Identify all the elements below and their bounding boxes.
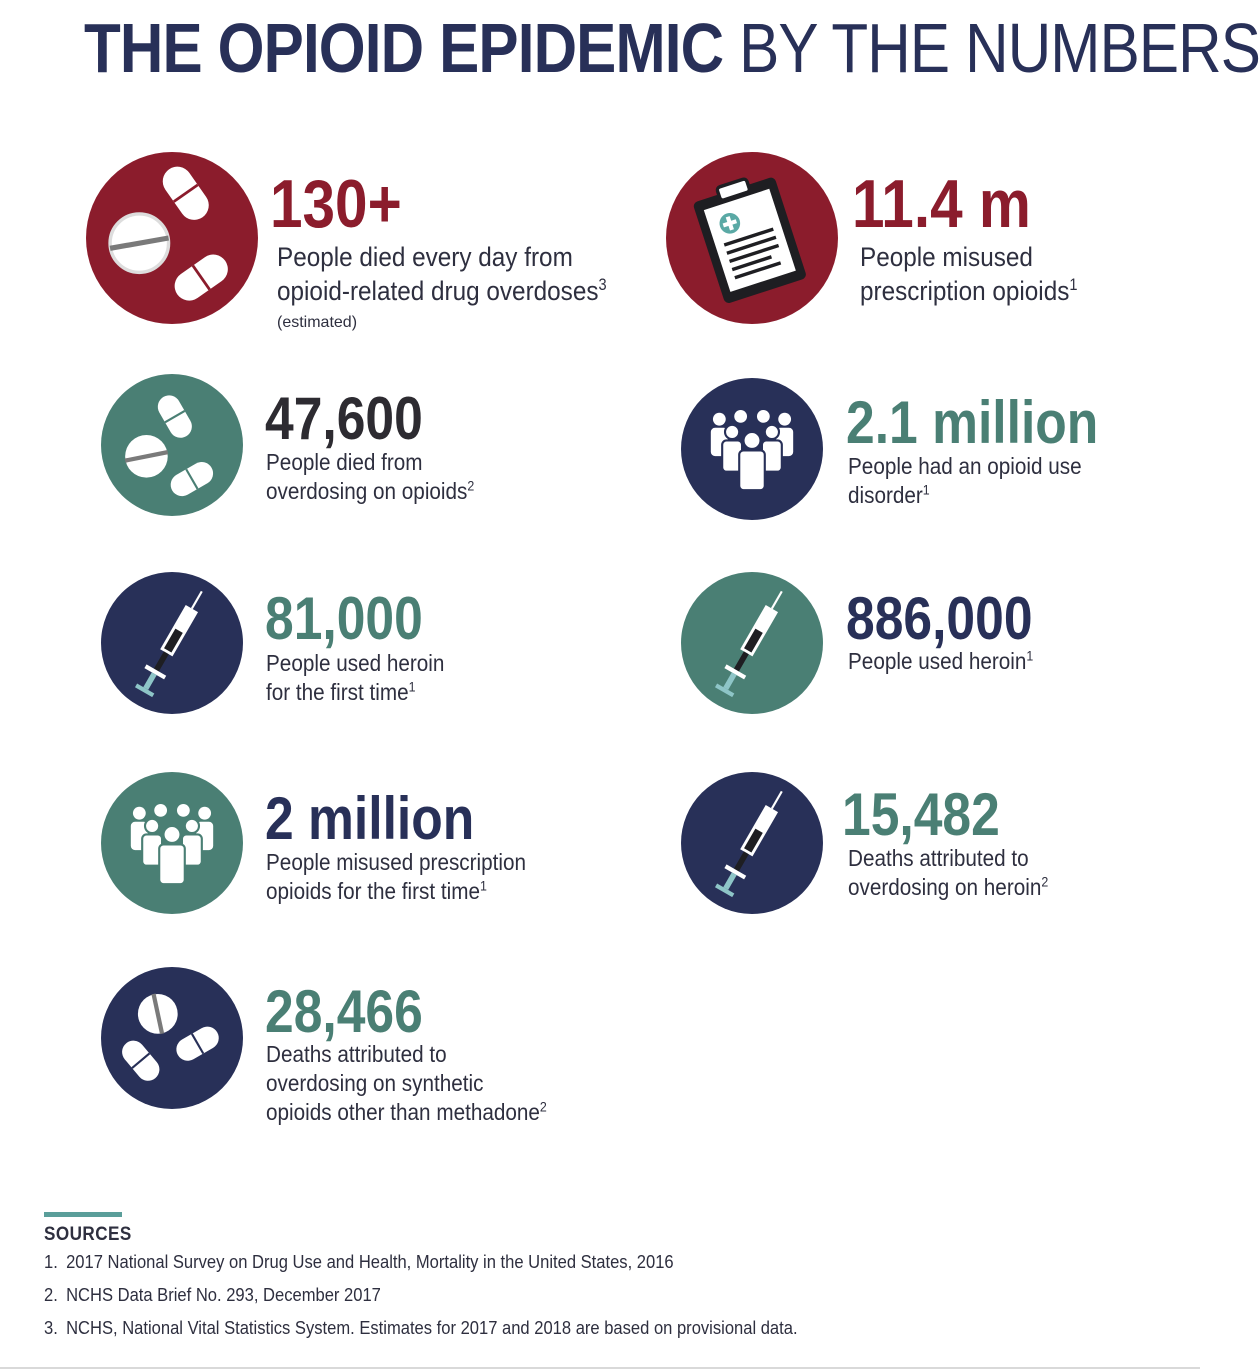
source-item: 3. NCHS, National Vital Statistics System. Estimates for 2017 and 2018 are based on provisional data. [44, 1318, 798, 1338]
sources-list [44, 1252, 798, 1351]
stat-number: 886,000 [846, 585, 1033, 652]
stat-description: People died from overdosing on opioids$^2$ [266, 449, 475, 504]
stat-description: People died every day from opioid-related drug overdoses$^3$ [277, 242, 607, 306]
stat-number: 81,000 [265, 585, 423, 652]
pills-icon [101, 374, 243, 516]
stat-number: 15,482 [842, 781, 1000, 848]
source-item: 2. NCHS Data Brief No. 293, December 2017 [44, 1285, 381, 1305]
stat-number: 2 million [265, 785, 475, 852]
sources-divider [44, 1212, 122, 1217]
stat-description: People used heroin$^1$ [848, 648, 1034, 674]
pills-icon [101, 967, 243, 1109]
stat-number: 130+ [270, 166, 402, 242]
stat-description: People misused prescription opioids$^1$ [860, 242, 1078, 306]
clipboard-icon [666, 152, 838, 324]
stat-description: Deaths attributed to overdosing on synthetic opioids other than methadone$^2$ [266, 1041, 547, 1125]
stat-number: 47,600 [265, 385, 423, 452]
sources-title: SOURCES [44, 1224, 132, 1245]
page-title: THE OPIOID EPIDEMIC BY THE NUMBERS [84, 9, 1260, 87]
stat-number: 2.1 million [846, 389, 1099, 456]
pills-icon [86, 152, 258, 324]
people-icon [681, 378, 823, 520]
stat-number: 11.4 m [852, 166, 1031, 242]
stat-number: 28,466 [265, 978, 423, 1045]
stat-description: People had an opioid use disorder$^1$ [848, 453, 1082, 508]
stat-description: People misused prescription opioids for the first time$^1$ [266, 849, 527, 904]
syringe-icon [681, 772, 823, 914]
stat-description: Deaths attributed to overdosing on heroin$^2$ [848, 845, 1049, 900]
bottom-border [0, 1367, 1200, 1369]
stat-description: People used heroin for the first time$^1$ [266, 650, 445, 705]
syringe-icon [101, 572, 243, 714]
source-item: 1. 2017 National Survey on Drug Use and Health, Mortality in the United States, 2016 [44, 1252, 674, 1272]
stat-note: (estimated) [277, 314, 358, 331]
syringe-icon [681, 572, 823, 714]
people-icon [101, 772, 243, 914]
